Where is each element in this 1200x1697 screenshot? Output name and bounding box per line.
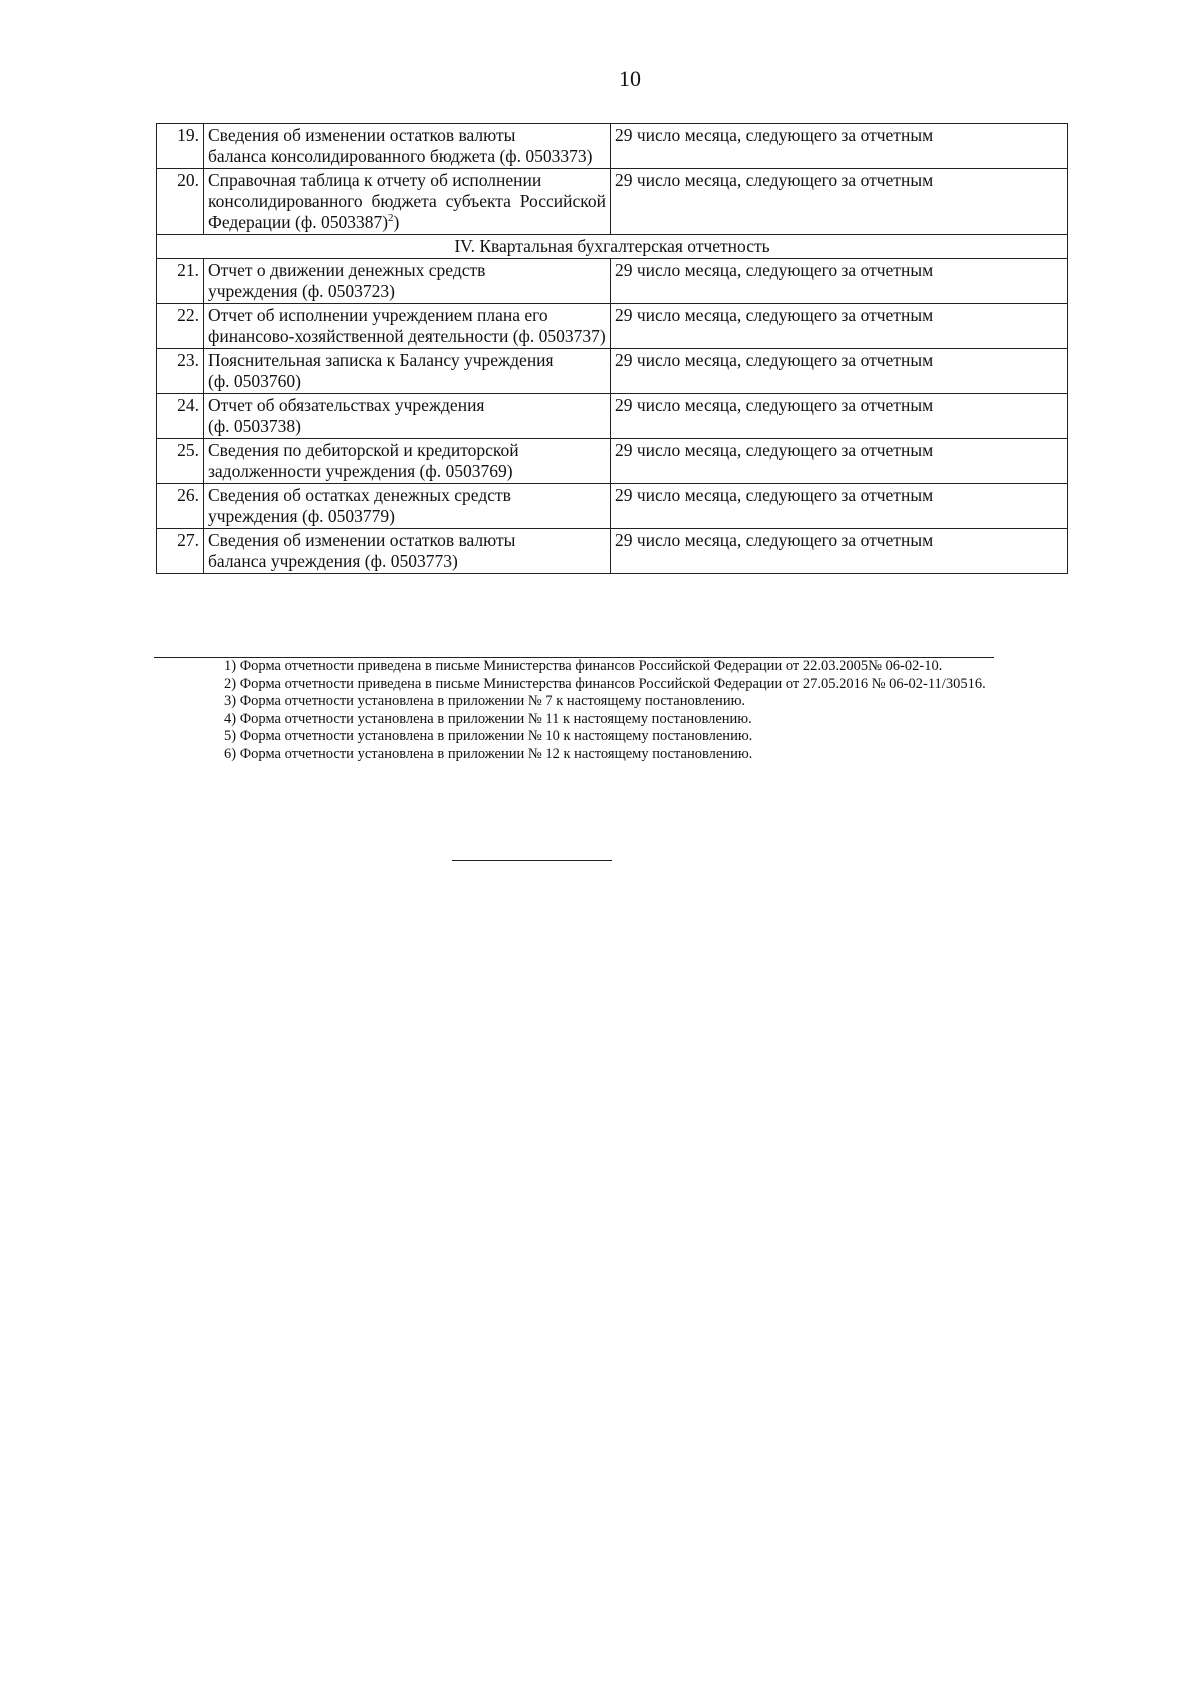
row-deadline: 29 число месяца, следующего за отчетным (611, 529, 1068, 574)
row-deadline: 29 число месяца, следующего за отчетным (611, 349, 1068, 394)
footnote: 5) Форма отчетности установлена в приложении № 10 к настоящему постановлению. (224, 728, 753, 744)
footnote: 2) Форма отчетности приведена в письме Министерства финансов Российской Федерации от 27.05.2016 № 06-02-11/30516. (224, 675, 986, 692)
row-form-name-rest: задолженности учреждения (ф. 0503769) (208, 461, 513, 481)
row-form-name-first-line: Сведения по дебиторской и кредиторской (208, 440, 519, 460)
row-deadline: 29 число месяца, следующего за отчетным (611, 124, 1068, 169)
row-form-name (204, 439, 611, 484)
row-form-name (204, 124, 611, 169)
footnotes (224, 658, 1124, 763)
table-row (157, 484, 1068, 529)
row-deadline: 29 число месяца, следующего за отчетным (611, 169, 1068, 235)
row-deadline: 29 число месяца, следующего за отчетным (611, 484, 1068, 529)
section-header-row (157, 235, 1068, 259)
table-row (157, 394, 1068, 439)
table-row (157, 169, 1068, 235)
row-number: 20. (157, 169, 204, 235)
row-number: 26. (157, 484, 204, 529)
row-form-name-rest: учреждения (ф. 0503723) (208, 281, 395, 301)
row-deadline: 29 число месяца, следующего за отчетным (611, 439, 1068, 484)
row-form-name-rest: (ф. 0503760) (208, 371, 301, 391)
row-number: 24. (157, 394, 204, 439)
row-form-name-rest: финансово-хозяйственной деятельности (ф. 0503737) (208, 326, 606, 346)
section-title: IV. Квартальная бухгалтерская отчетность (157, 235, 1068, 259)
table-row (157, 124, 1068, 169)
table-row (157, 259, 1068, 304)
row-form-name-rest: баланса учреждения (ф. 0503773) (208, 551, 458, 571)
row-form-name-first-line: Отчет об обязательствах учреждения (208, 395, 485, 415)
row-number: 21. (157, 259, 204, 304)
row-deadline: 29 число месяца, следующего за отчетным (611, 259, 1068, 304)
row-form-name-rest: консолидированного бюджета субъекта Российской Федерации (ф. 0503387) (208, 191, 606, 232)
table-row (157, 529, 1068, 574)
row-form-name (204, 529, 611, 574)
row-form-name (204, 349, 611, 394)
end-of-document-rule (452, 860, 612, 861)
row-number: 25. (157, 439, 204, 484)
row-form-name-first-line: Сведения об остатках денежных средств (208, 485, 511, 505)
row-deadline: 29 число месяца, следующего за отчетным (611, 394, 1068, 439)
row-form-name-first-line: Сведения об изменении остатков валюты (208, 125, 516, 145)
footnote: 4) Форма отчетности установлена в приложении № 11 к настоящему постановлению. (224, 710, 752, 727)
row-form-name: Справочная таблица к отчету об исполнении консолидированного бюджета субъекта Российской Федерации (ф. 0503387)$^2$) (204, 169, 611, 235)
row-form-name (204, 304, 611, 349)
footnote: 6) Форма отчетности установлена в приложении № 12 к настоящему постановлению. (224, 745, 753, 762)
row-form-name-rest: (ф. 0503738) (208, 416, 301, 436)
row-deadline: 29 число месяца, следующего за отчетным (611, 304, 1068, 349)
row-number: 27. (157, 529, 204, 574)
row-form-name-first-line: Сведения об изменении остатков валюты (208, 530, 516, 550)
footnote: 3) Форма отчетности установлена в приложении № 7 к настоящему постановлению. (224, 693, 746, 709)
table-row (157, 349, 1068, 394)
table-row (157, 439, 1068, 484)
row-form-name-first-line: Пояснительная записка к Балансу учреждения (208, 350, 554, 370)
reporting-table (156, 123, 1068, 574)
table-row (157, 304, 1068, 349)
footnote-marker: 2 (388, 212, 394, 225)
row-number: 19. (157, 124, 204, 169)
row-form-name-first-line: Отчет об исполнении учреждением плана его (208, 305, 548, 325)
row-form-name-first-line: Отчет о движении денежных средств (208, 260, 486, 280)
row-form-name-rest: баланса консолидированного бюджета (ф. 0503373) (208, 146, 593, 166)
page-number: 10 (619, 66, 641, 91)
row-form-name-rest: учреждения (ф. 0503779) (208, 506, 395, 526)
footnote: 1) Форма отчетности приведена в письме Министерства финансов Российской Федерации от 22.03.2005№ 06-02-10. (224, 658, 943, 674)
row-form-name-first-line: Справочная таблица к отчету об исполнении (208, 170, 542, 190)
row-form-name (204, 484, 611, 529)
row-number: 23. (157, 349, 204, 394)
row-number: 22. (157, 304, 204, 349)
row-form-name (204, 394, 611, 439)
row-form-name (204, 259, 611, 304)
